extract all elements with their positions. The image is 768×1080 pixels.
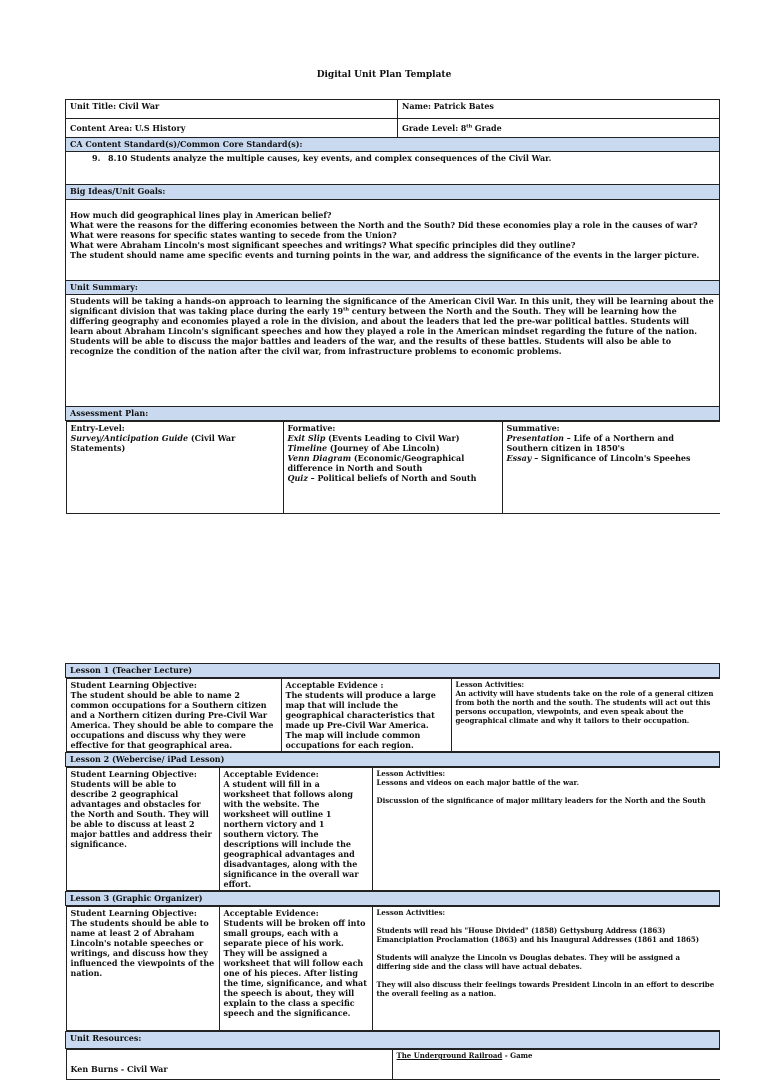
summary-suffix: th	[343, 306, 350, 313]
summative-item-desc: – Life of a Northern and Southern citizen in 1850's	[506, 433, 674, 453]
big-idea-item: What were reasons for specific states wanting to secede from the Union?	[70, 230, 397, 240]
standards-cell	[66, 152, 720, 185]
lesson1-objective-label: Student Learning Objective:	[70, 680, 197, 690]
formative-item-desc: – Political beliefs of North and South	[307, 473, 477, 483]
standard-text: 8.10 Students analyze the multiple causes, key events, and complex consequences of the Civil War.	[108, 153, 552, 163]
formative-item-name: Timeline	[287, 443, 328, 453]
grade-suffix: th	[466, 123, 473, 130]
big-idea-item: What were the reasons for the differing economies between the North and the South? Did these economies play a role in the causes of war?	[70, 220, 698, 230]
grade-level-cell	[398, 119, 720, 138]
resource-ken-burns: Ken Burns - Civil War	[70, 1064, 168, 1074]
summative-label: Summative:	[506, 423, 560, 433]
summative-item-name: Presentation	[506, 433, 564, 443]
lesson1-header: Lesson 1 (Teacher Lecture)	[66, 664, 720, 678]
lesson3-activity: Students will analyze the Lincoln vs Douglas debates. They will be assigned a differing side and the class will have actual debates.	[376, 953, 681, 971]
big-ideas-header: Big Ideas/Unit Goals:	[66, 185, 720, 200]
name-label: Name:	[402, 101, 432, 111]
lesson2-objective-cell	[66, 768, 219, 891]
resources-header: Unit Resources:	[66, 1032, 720, 1049]
formative-cell	[283, 422, 502, 514]
lesson2-objective-label: Student Learning Objective:	[70, 769, 197, 779]
lesson3-objective-cell	[66, 907, 219, 1031]
lesson1-evidence: The students will produce a large map that will include the geographical characteristics that made up Pre-Civil War America. The map will include common occupations for each region.	[285, 690, 436, 750]
summary-cell	[66, 295, 720, 407]
lesson2-objective: Students will be able to describe 2 geographical advantages and obstacles for the North and South. They will be able to discuss at least 2 major battles and address their significance.	[70, 779, 212, 849]
lesson1-activities: An activity will have students take on the role of a general citizen from both the north and the south. The students will act out this persons occupation, viewpoints, and even speak about the geographical climate and why it tailors to their occupation.	[455, 689, 714, 725]
summary-text-b: century between the North and the South. They will be learning how the differing geography and economies played a role in the division, and about the leaders that led the pre-war political battles. Students will learn about Abraham Lincoln's significant speeches and how they played a role in the American mindset regarding the future of the nation. Students will be able to discuss the major battles and leaders of the war, and the results of these battles. Students will also be able to recognize the condition of the nation after the civil war, from infrastructure problems to economic problems.	[70, 306, 698, 356]
assessment-table	[66, 421, 720, 514]
summative-item-name: Essay	[506, 453, 532, 463]
lesson2-activity: Lessons and videos on each major battle of the war.	[376, 778, 580, 787]
lesson2-activities-label: Lesson Activities:	[376, 769, 446, 778]
standard-number: 9.	[92, 153, 101, 163]
formative-label: Formative:	[287, 423, 336, 433]
lesson3-activity: They will also discuss their feelings towards President Lincoln in an effort to describe the overall feeling as a nation.	[376, 980, 715, 998]
lesson3-evidence-label: Acceptable Evidence:	[223, 908, 319, 918]
grade-level-label: Grade Level:	[402, 123, 459, 133]
lesson2-evidence: A student will fill in a worksheet that follows along with the website. The worksheet will outline 1 northern victory and 1 southern victory. The descriptions will include the geographical advantages and disadvantages, along with the significance in the overall war effort.	[223, 779, 359, 889]
resource-left-cell	[66, 1050, 392, 1080]
lesson2-evidence-label: Acceptable Evidence:	[223, 769, 319, 779]
lesson3-objective: The students should be able to name at least 2 of Abraham Lincoln's notable speeches or writings, and discuss how they influenced the viewpoints of the nation.	[70, 918, 215, 978]
lesson1-table	[66, 678, 720, 752]
unit-title-label: Unit Title:	[70, 101, 117, 111]
formative-item-desc: (Journey of Abe Lincoln)	[327, 443, 440, 453]
lessons-table	[65, 663, 720, 1080]
summary-header: Unit Summary:	[66, 281, 720, 295]
entry-item-desc: (Civil War Statements)	[70, 433, 236, 453]
name-value: Patrick Bates	[433, 101, 494, 111]
lesson2-table	[66, 767, 720, 891]
lesson3-evidence-cell	[219, 907, 372, 1031]
lesson3-activities-cell	[372, 907, 720, 1031]
document-title: Digital Unit Plan Template	[316, 70, 452, 80]
lesson3-activities-label: Lesson Activities:	[376, 908, 446, 917]
formative-item-name: Venn Diagram	[287, 453, 352, 463]
grade-word: Grade	[474, 123, 502, 133]
summative-cell	[502, 422, 720, 514]
content-area-cell	[66, 119, 398, 138]
lesson3-evidence: Students will be broken off into small groups, each with a separate piece of his work. They will be assigned a worksheet that will follow each one of his pieces. After listing the time, significance, and what the speech is about, they will explain to the class a specific speech and the significance.	[223, 918, 367, 1018]
lesson1-objective: The student should be able to name 2 common occupations for a Southern citizen and a Northern citizen during Pre-Civil War America. They should be able to compare the occupations and discuss why they were effective for that geographical area.	[70, 690, 274, 750]
summary-text-a: Students will be taking a hands-on approach to learning the significance of the American Civil War. In this unit, they will be learning about the significant division that was taking place during the early 19	[70, 296, 714, 316]
entry-item-name: Survey/Anticipation Guide	[70, 433, 189, 443]
lesson1-objective-cell	[66, 679, 281, 752]
lesson1-activities-cell	[451, 679, 720, 752]
big-idea-item: How much did geographical lines play in American belief?	[70, 210, 332, 220]
summative-item-desc: – Significance of Lincoln's Speehes	[531, 453, 691, 463]
big-ideas-cell	[66, 200, 720, 281]
lesson2-activity: Discussion of the significance of major military leaders for the North and the South	[376, 796, 706, 805]
lesson3-activity: Students will read his "House Divided" (1858) Gettysburg Address (1863) Emancipiation Proclamation (1863) and his Inaugural Addresses (1861 and 1865)	[376, 926, 700, 944]
lesson2-activities-cell	[372, 768, 720, 891]
entry-level-label: Entry-Level:	[70, 423, 125, 433]
lesson1-evidence-cell	[281, 679, 451, 752]
unit-plan-table	[65, 99, 720, 514]
name-cell	[398, 100, 720, 119]
formative-item-name: Quiz	[287, 473, 308, 483]
underground-railroad-link[interactable]: The Underground Railroad	[396, 1051, 503, 1060]
resources-table	[66, 1049, 720, 1080]
formative-item-desc: (Economic/Geographical difference in North and South	[287, 453, 465, 473]
formative-item-desc: (Events Leading to Civil War)	[325, 433, 460, 443]
lesson3-objective-label: Student Learning Objective:	[70, 908, 197, 918]
unit-title-cell	[66, 100, 398, 119]
lesson1-evidence-label: Acceptable Evidence :	[285, 680, 384, 690]
grade-number: 8	[460, 123, 467, 133]
content-area-value: U.S History	[134, 123, 186, 133]
resource-right-type: - Game	[502, 1051, 533, 1060]
lesson2-header: Lesson 2 (Webercise/ iPad Lesson)	[66, 753, 720, 767]
big-idea-item: The student should name ame specific events and turning points in the war, and address the significance of the events in the larger picture.	[70, 250, 700, 260]
lesson3-table	[66, 906, 720, 1031]
formative-item-name: Exit Slip	[287, 433, 326, 443]
resource-right-cell	[392, 1050, 720, 1080]
assessment-header: Assessment Plan:	[66, 407, 720, 421]
big-idea-item: What were Abraham Lincoln's most significant speeches and writings? What specific principles did they outline?	[70, 240, 576, 250]
lesson3-header: Lesson 3 (Graphic Organizer)	[66, 892, 720, 906]
entry-level-cell	[66, 422, 283, 514]
content-area-label: Content Area:	[70, 123, 133, 133]
lesson1-activities-label: Lesson Activities:	[455, 680, 525, 689]
lesson2-evidence-cell	[219, 768, 372, 891]
unit-title-value: Civil War	[118, 101, 160, 111]
standards-header: CA Content Standard(s)/Common Core Standard(s):	[66, 138, 720, 152]
